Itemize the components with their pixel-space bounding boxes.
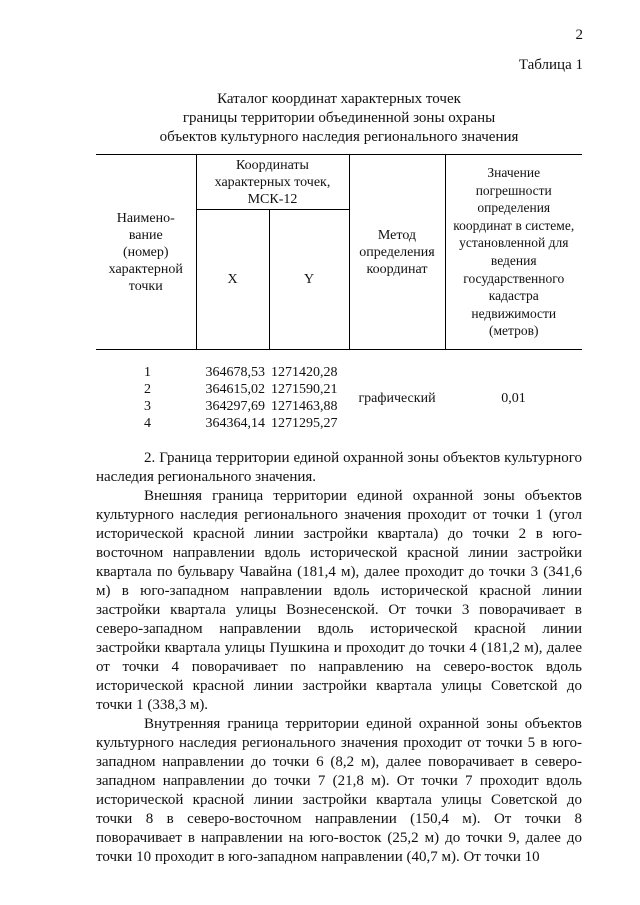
header-coordinates <box>196 155 349 210</box>
coordinates-table <box>96 154 582 432</box>
catalog-title <box>96 90 582 147</box>
body-text <box>96 449 582 867</box>
header-coordinates-text: Координаты характерных точек, МСК-12 <box>214 157 331 207</box>
catalog-title-line: Каталог координат характерных точек <box>217 91 461 107</box>
table-label: Таблица 1 <box>518 57 583 73</box>
paragraph-section-heading: 2. Граница территории единой охранной зоны объектов культурного наследия регионального значения. <box>96 450 582 485</box>
coordinate-y: 1271463,88 <box>271 399 338 414</box>
point-number: 2 <box>144 382 151 397</box>
point-number: 3 <box>144 399 151 414</box>
header-method <box>349 155 445 350</box>
header-point-name-text: Наимено-вание (номер) характерной точки <box>108 210 183 294</box>
header-method-text: Метод определения координат <box>359 227 435 277</box>
coordinate-x: 364297,69 <box>205 399 265 414</box>
paragraph-inner-boundary: Внутренняя граница территории единой охранной зоны объектов культурного наследия регионального значения проходит от точки 5 в юго-западном направлении до точки 6 (8,2 м), далее поворачивает в северо-западном направлении до точки 7 (21,8 м). От точки 7 проходит вдоль исторической красной линии застройки квартала улицы Советской до точки 8 в северо-восточном направлении (150,4 м). От точки 8 поворачивает в направлении на юго-восток (25,2 м) до точки 9, далее до точки 10 проходит в юго-западном направлении (40,7 м). От точки 10 <box>96 716 582 865</box>
header-x: X <box>196 210 269 350</box>
coordinate-y: 1271590,21 <box>271 382 338 397</box>
coordinate-y: 1271295,27 <box>271 416 338 431</box>
coordinate-x: 364615,02 <box>205 382 265 397</box>
catalog-title-line: границы территории объединенной зоны охраны <box>182 110 496 126</box>
accuracy-value: 0,01 <box>501 390 526 406</box>
coordinate-y: 1271420,28 <box>271 365 338 380</box>
header-y: Y <box>269 210 349 350</box>
method-value: графический <box>358 390 436 406</box>
header-accuracy-text: Значение погрешности определения координат в системе, установленной для ведения государственного кадастра недвижимости (метров) <box>453 165 575 339</box>
point-number: 4 <box>144 416 151 431</box>
paragraph-outer-boundary: Внешняя граница территории единой охранной зоны объектов культурного наследия регионального значения проходит от точки 1 (угол исторической красной линии застройки квартала) до точки 2 в юго-восточном направлении вдоль исторической красной линии застройки квартала по бульвару Чавайна (181,4 м), далее проходит до точки 3 (341,6 м) в юго-западном направлении вдоль исторической красной линии застройки квартала улицы Вознесенской. От точки 3 поворачивает в северо-западном направлении вдоль исторической красной линии застройки квартала улицы Пушкина и проходит до точки 4 (181,2 м), далее от точки 4 поворачивает по направлению на северо-восток вдоль исторической красной линии застройки квартала улицы Советской до точки 1 (338,3 м). <box>96 488 582 713</box>
page-number: 2 <box>575 27 583 43</box>
point-number: 1 <box>144 365 151 380</box>
header-accuracy <box>445 155 582 350</box>
table-row <box>96 350 582 382</box>
header-point-name <box>96 155 196 350</box>
catalog-title-line: объектов культурного наследия регионального значения <box>159 129 519 145</box>
coordinate-x: 364364,14 <box>205 416 265 431</box>
coordinate-x: 364678,53 <box>205 365 265 380</box>
